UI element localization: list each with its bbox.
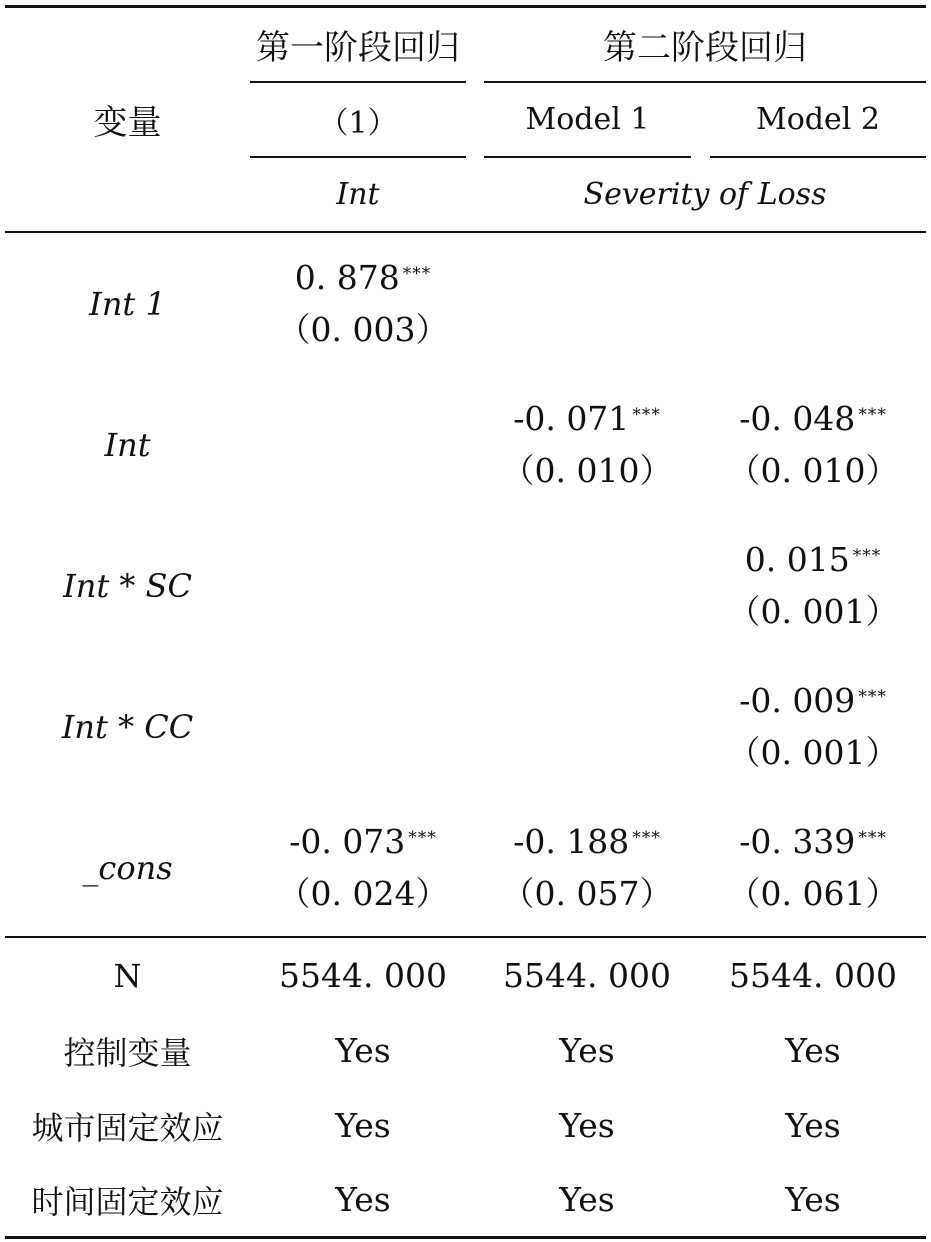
row-var-int bbox=[5, 374, 250, 515]
footer-city-fe-model2 bbox=[700, 1088, 926, 1163]
cell-cons-col1 bbox=[250, 797, 476, 938]
std-error: （0. 010） bbox=[501, 450, 673, 490]
signif-stars: *** bbox=[858, 404, 887, 425]
row-var-int-sc-text: Int * SC bbox=[63, 566, 192, 605]
coef: -0. 048 bbox=[739, 398, 856, 438]
footer-city-fe-col1-text: Yes bbox=[335, 1105, 391, 1145]
coef: 0. 015 bbox=[744, 539, 850, 579]
col1-header bbox=[250, 83, 466, 156]
dep-var-stage1-text: Int bbox=[336, 177, 380, 212]
footer-n-col1-text: 5544. 000 bbox=[279, 955, 447, 995]
std-error: （0. 001） bbox=[727, 732, 899, 772]
signif-stars: *** bbox=[858, 827, 887, 848]
cell-cons-model1 bbox=[474, 797, 700, 938]
signif-stars: *** bbox=[402, 263, 432, 284]
col1-header-text: （1） bbox=[318, 105, 398, 141]
model1-header-text: Model 1 bbox=[525, 102, 650, 137]
dep-var-stage2-text: Severity of Loss bbox=[583, 177, 827, 212]
cell-int-sc-model2 bbox=[700, 515, 926, 656]
footer-city-fe-model2-text: Yes bbox=[785, 1105, 841, 1145]
footer-n-col1 bbox=[250, 938, 476, 1013]
signif-stars: *** bbox=[858, 686, 887, 707]
footer-city-fe-model1-text: Yes bbox=[559, 1105, 615, 1145]
std-error: （0. 057） bbox=[501, 873, 673, 913]
footer-label-controls bbox=[5, 1013, 250, 1088]
footer-time-fe-col1 bbox=[250, 1163, 476, 1236]
std-error: （0. 024） bbox=[277, 873, 449, 913]
footer-n-model2-text: 5544. 000 bbox=[729, 955, 897, 995]
footer-time-fe-model1-text: Yes bbox=[559, 1179, 615, 1219]
cell-int1-col1 bbox=[250, 233, 476, 374]
footer-city-fe-model1 bbox=[474, 1088, 700, 1163]
dep-var-stage1 bbox=[250, 158, 466, 231]
stage1-header-text: 第一阶段回归 bbox=[256, 28, 460, 68]
stage2-header-text: 第二阶段回归 bbox=[603, 28, 807, 68]
std-error: （0. 061） bbox=[727, 873, 899, 913]
row-var-int-text: Int bbox=[104, 425, 151, 464]
row-var-int-cc-text: Int * CC bbox=[61, 707, 194, 746]
coef: -0. 339 bbox=[739, 821, 856, 861]
stage2-header bbox=[484, 8, 926, 81]
variable-header-text: 变量 bbox=[93, 103, 162, 143]
footer-n-model2 bbox=[700, 938, 926, 1013]
footer-time-fe-model1 bbox=[474, 1163, 700, 1236]
coef: -0. 188 bbox=[513, 821, 630, 861]
cell-cons-model2 bbox=[700, 797, 926, 938]
coef: 0. 878 bbox=[294, 257, 400, 297]
footer-label-time-fe bbox=[5, 1163, 250, 1236]
variable-header bbox=[5, 83, 250, 156]
signif-stars: *** bbox=[632, 404, 661, 425]
footer-controls-model1-text: Yes bbox=[559, 1030, 615, 1070]
bottom-rule bbox=[5, 1236, 926, 1239]
std-error: （0. 010） bbox=[727, 450, 899, 490]
footer-controls-model2-text: Yes bbox=[785, 1030, 841, 1070]
footer-label-n-text: N bbox=[113, 956, 142, 995]
coef: -0. 071 bbox=[513, 398, 630, 438]
coef: -0. 073 bbox=[289, 821, 406, 861]
footer-n-model1-text: 5544. 000 bbox=[503, 955, 671, 995]
footer-label-city-fe-text: 城市固定效应 bbox=[31, 1108, 224, 1147]
coef: -0. 009 bbox=[739, 680, 856, 720]
footer-city-fe-col1 bbox=[250, 1088, 476, 1163]
signif-stars: *** bbox=[632, 827, 661, 848]
footer-label-controls-text: 控制变量 bbox=[63, 1033, 192, 1072]
std-error: （0. 003） bbox=[277, 309, 449, 349]
signif-stars: *** bbox=[852, 545, 882, 566]
dep-var-stage2 bbox=[484, 158, 926, 231]
cell-int-model1 bbox=[474, 374, 700, 515]
row-var-cons-text: _cons bbox=[82, 848, 173, 887]
footer-time-fe-model2 bbox=[700, 1163, 926, 1236]
footer-controls-model1 bbox=[474, 1013, 700, 1088]
footer-controls-model2 bbox=[700, 1013, 926, 1088]
footer-n-model1 bbox=[474, 938, 700, 1013]
cell-int-cc-model2 bbox=[700, 656, 926, 797]
signif-stars: *** bbox=[408, 827, 437, 848]
row-var-int1 bbox=[5, 233, 250, 374]
model1-header bbox=[484, 83, 691, 156]
footer-controls-col1 bbox=[250, 1013, 476, 1088]
footer-label-time-fe-text: 时间固定效应 bbox=[31, 1182, 224, 1221]
row-var-int-cc bbox=[5, 656, 250, 797]
std-error: （0. 001） bbox=[727, 591, 899, 631]
model2-header-text: Model 2 bbox=[756, 102, 880, 137]
row-var-int1-text: Int 1 bbox=[89, 284, 166, 323]
row-var-int-sc bbox=[5, 515, 250, 656]
model2-header bbox=[710, 83, 926, 156]
footer-label-n bbox=[5, 938, 250, 1013]
stage1-header bbox=[250, 8, 466, 81]
cell-int-model2 bbox=[700, 374, 926, 515]
row-var-cons bbox=[5, 797, 250, 938]
footer-controls-col1-text: Yes bbox=[335, 1030, 391, 1070]
footer-time-fe-col1-text: Yes bbox=[335, 1179, 391, 1219]
footer-time-fe-model2-text: Yes bbox=[785, 1179, 841, 1219]
footer-label-city-fe bbox=[5, 1088, 250, 1163]
